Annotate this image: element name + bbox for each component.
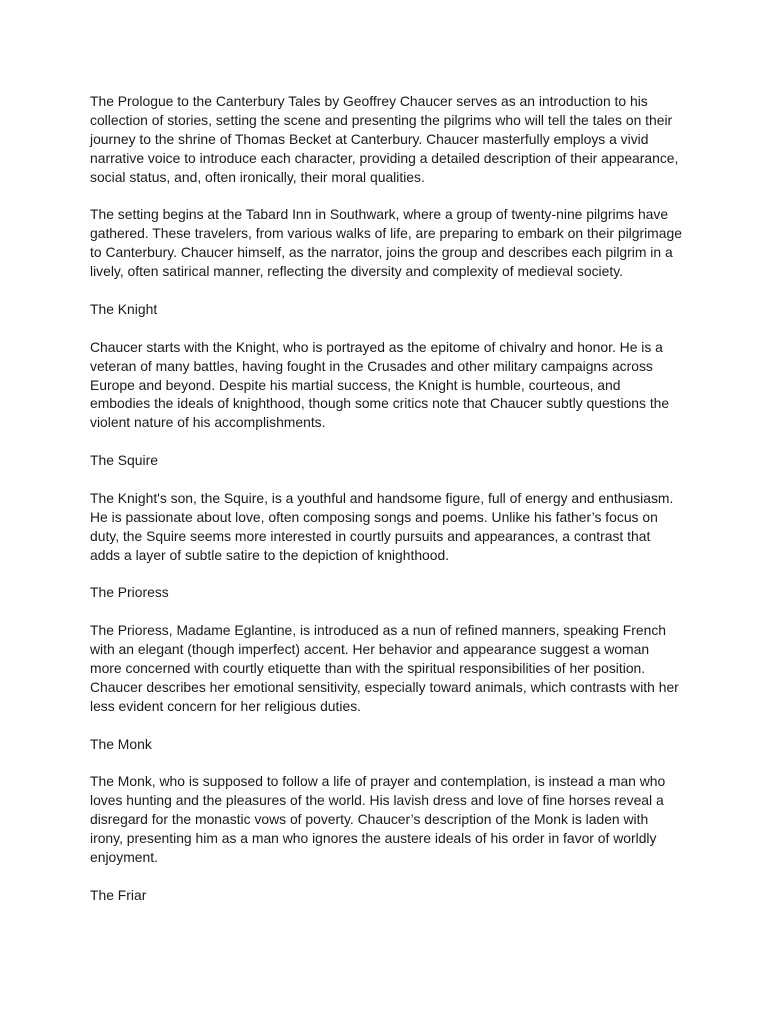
section-body-monk: The Monk, who is supposed to follow a life of prayer and contemplation, is instead a man who loves hunting and the pleasures of the world. His lavish dress and love of fine horses reveal a disregard for the monastic vows of poverty. Chaucer’s description of the Monk is laden with irony, presenting him as a man who ignores the austere ideals of his order in favor of worldly enjoyment. <box>90 773 666 866</box>
setting-paragraph: The setting begins at the Tabard Inn in Southwark, where a group of twenty-nine pilgrims have gathered. These travelers, from various walks of life, are preparing to embark on their pilgrimage to Canterbury. Chaucer himself, as the narrator, joins the group and describes each pilgrim in a lively, often satirical manner, reflecting the diversity and complexity of medieval society. <box>90 206 682 280</box>
section-body-squire: The Knight's son, the Squire, is a youthful and handsome figure, full of energy and enthusiasm. He is passionate about love, often composing songs and poems. Unlike his father’s focus on duty, the Squire seems more interested in courtly pursuits and appearances, a contrast that adds a layer of subtle satire to the depiction of knighthood. <box>90 489 674 563</box>
section-heading-knight: The Knight <box>90 300 158 317</box>
section-heading-monk: The Monk <box>90 735 152 752</box>
section-heading-squire: The Squire <box>90 452 158 469</box>
section-body-knight: Chaucer starts with the Knight, who is portrayed as the epitome of chivalry and honor. He is a veteran of many battles, having fought in the Crusades and other military campaigns across Europe and beyond. Despite his martial success, the Knight is humble, courteous, and embodies the ideals of knighthood, though some critics note that Chaucer subtly questions the violent nature of his accomplishments. <box>90 338 670 431</box>
document-page <box>90 92 682 924</box>
intro-paragraph: The Prologue to the Canterbury Tales by Geoffrey Chaucer serves as an introduction to his collection of stories, setting the scene and presenting the pilgrims who will tell the tales on their journey to the shrine of Thomas Becket at Canterbury. Chaucer masterfully employs a vivid narrative voice to introduce each character, providing a detailed description of their appearance, social status, and, often ironically, their moral qualities. <box>90 93 679 185</box>
section-heading-friar: The Friar <box>90 886 147 903</box>
section-heading-prioress: The Prioress <box>90 584 169 601</box>
section-body-prioress: The Prioress, Madame Eglantine, is introduced as a nun of refined manners, speaking French with an elegant (though imperfect) accent. Her behavior and appearance suggest a woman more concerned with courtly etiquette than with the spiritual responsibilities of her position. Chaucer describes her emotional sensitivity, especially toward animals, which contrasts with her less evident concern for her religious duties. <box>90 622 679 714</box>
